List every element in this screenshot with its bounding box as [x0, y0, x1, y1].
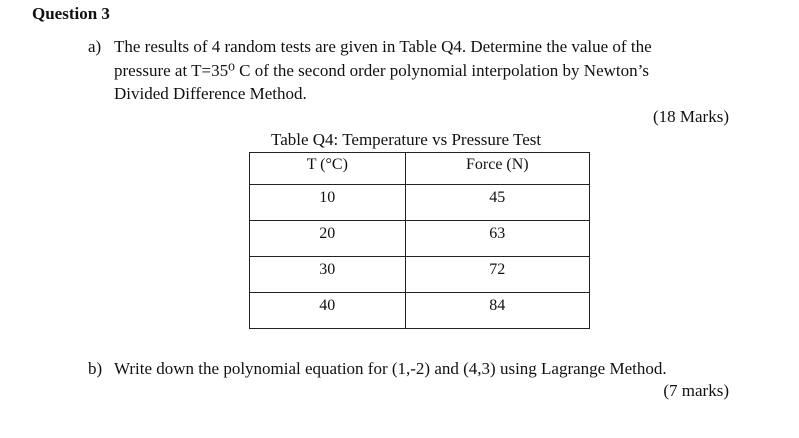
cell-force: 45: [405, 185, 589, 221]
cell-force: 63: [405, 221, 589, 257]
cell-temperature: 10: [250, 185, 406, 221]
table-row: [250, 185, 590, 221]
part-b-marks: (7 marks): [663, 381, 729, 400]
table-row: [250, 221, 590, 257]
cell-force: 72: [405, 257, 589, 293]
table-row: [250, 293, 590, 329]
data-table: [249, 152, 590, 329]
part-a-label: a): [88, 37, 102, 56]
part-a-line-2: pressure at T=35⁰ C of the second order polynomial interpolation by Newton’s: [114, 61, 649, 80]
cell-force: 84: [405, 293, 589, 329]
part-a-marks: (18 Marks): [652, 107, 729, 126]
part-b-label: b): [88, 359, 103, 378]
table-caption: Table Q4: Temperature vs Pressure Test: [271, 130, 542, 149]
cell-temperature: 20: [250, 221, 406, 257]
question-title: Question 3: [32, 4, 110, 23]
table-row: [250, 257, 590, 293]
cell-temperature: 40: [250, 293, 406, 329]
header-temperature: T (°C): [250, 153, 406, 185]
part-b-text: Write down the polynomial equation for (1,-2) and (4,3) using Lagrange Method.: [114, 359, 667, 378]
cell-temperature: 30: [250, 257, 406, 293]
part-a-line-1: The results of 4 random tests are given in Table Q4. Determine the value of the: [114, 37, 652, 56]
part-a-line-3: Divided Difference Method.: [114, 84, 307, 103]
header-force: Force (N): [405, 153, 589, 185]
table-header-row: [250, 153, 590, 185]
